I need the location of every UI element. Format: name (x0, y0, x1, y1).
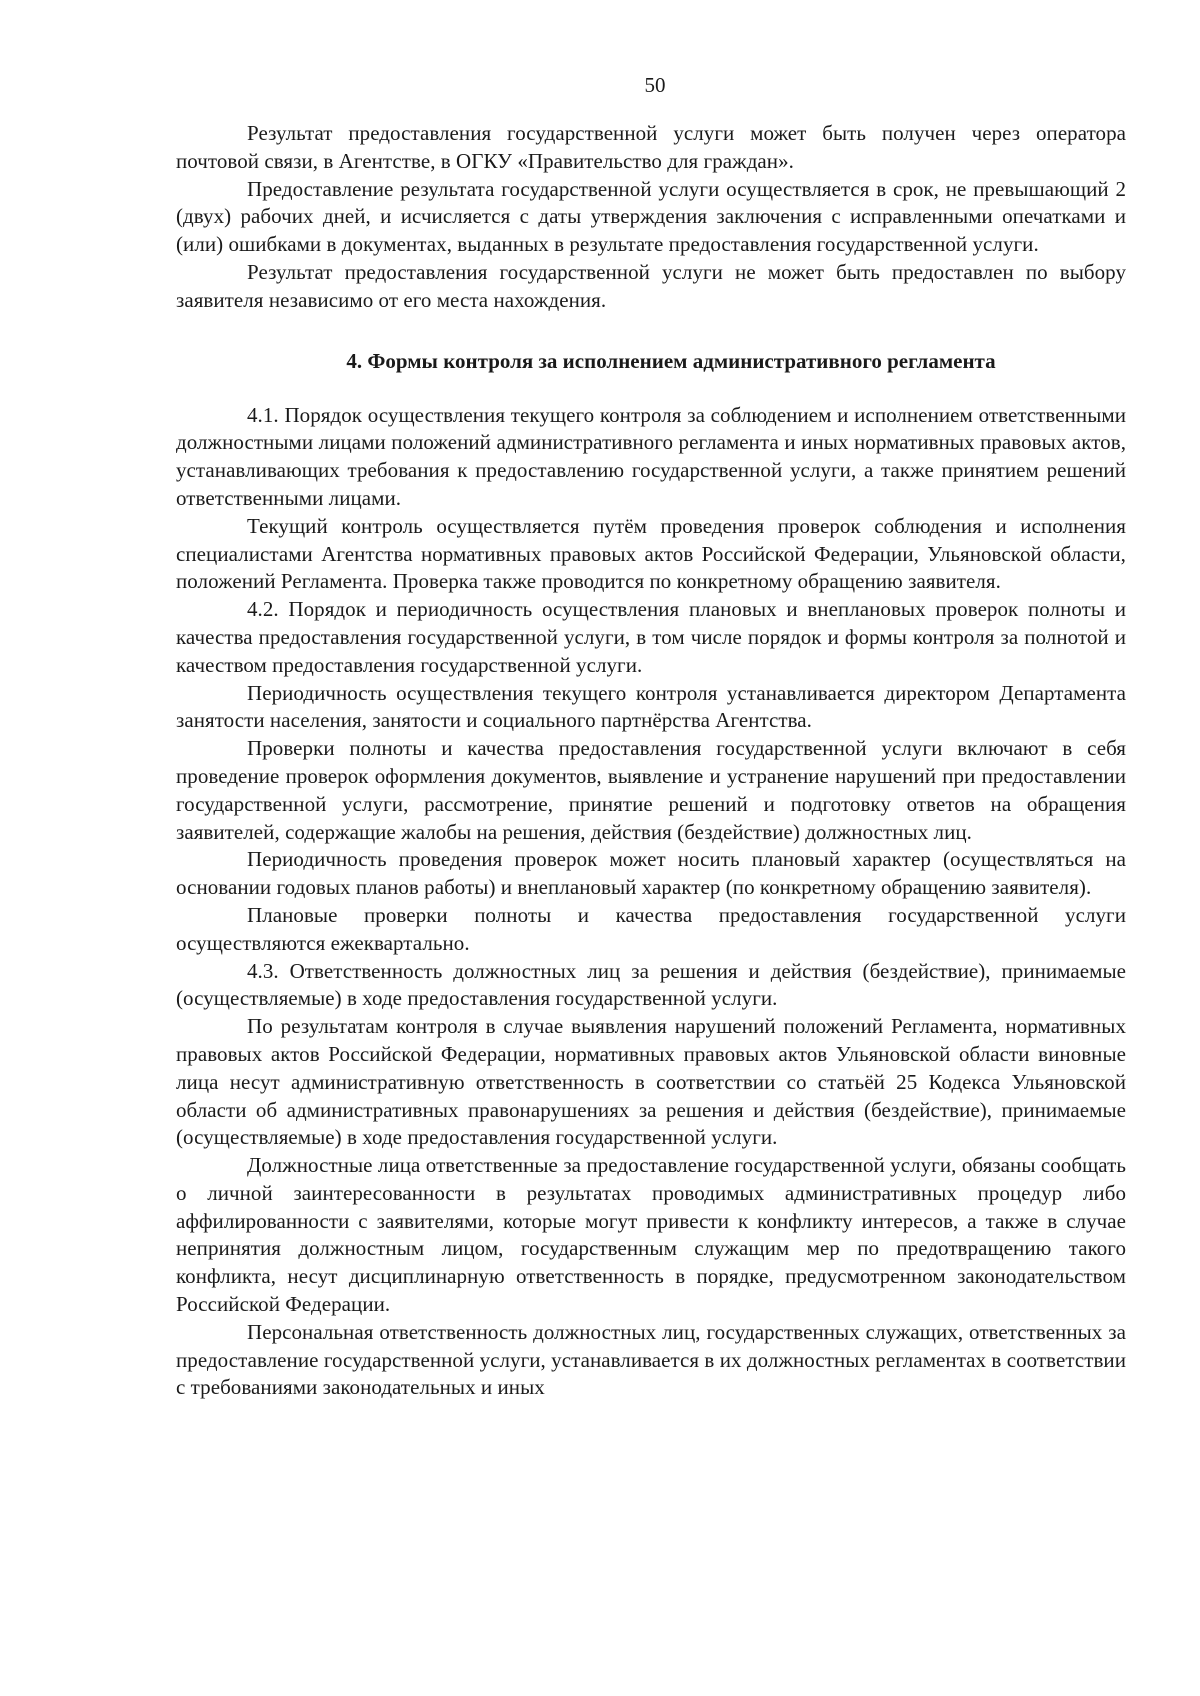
section-heading: 4. Формы контроля за исполнением административного регламента (346, 348, 996, 373)
paragraph-conflict-of-interest: Должностные лица ответственные за предоставление государственной услуги, обязаны сообщать о личной заинтересованности в результатах проводимых административных процедур либо аффилированности с заявителями, которые могут привести к конфликту интересов, а также в случае непринятия должностным лицом, государственным служащим мер по предотвращению такого конфликта, несут дисциплинарную ответственность в порядке, предусмотренном законодательством Российской Федерации. (176, 1153, 1126, 1317)
paragraph-4-3: 4.3. Ответственность должностных лиц за решения и действия (бездействие), принимаемые (осуществляемые) в ходе предоставления государственной услуги. (176, 958, 1126, 1011)
paragraph-4-1: 4.1. Порядок осуществления текущего контроля за соблюдением и исполнением ответственными должностными лицами положений административного регламента и иных нормативных правовых актов, устанавливающих требования к предоставлению государственной услуги, а также принятием решений ответственными лицами. (176, 402, 1126, 510)
paragraph-result-location: Результат предоставления государственной услуги не может быть предоставлен по выбору заявителя независимо от его места нахождения. (176, 259, 1126, 312)
page-number: 50 (644, 73, 666, 97)
paragraph-inspection-types: Периодичность проведения проверок может носить плановый характер (осуществляться на основании годовых планов работы) и внеплановый характер (по конкретному обращению заявителя). (176, 847, 1126, 900)
paragraph-personal-responsibility: Персональная ответственность должностных лиц, государственных служащих, ответственных за предоставление государственной услуги, устанавливается в их должностных регламентах в соответствии с требованиями законодательных и иных (176, 1319, 1126, 1400)
paragraph-inspections-scope: Проверки полноты и качества предоставления государственной услуги включают в себя проведение проверок оформления документов, выявление и устранение нарушений при предоставлении государственной услуги, рассмотрение, принятие решений и подготовку ответов на обращения заявителей, содержащие жалобы на решения, действия (бездействие) должностных лиц. (176, 736, 1126, 844)
paragraph-control-periodicity: Периодичность осуществления текущего контроля устанавливается директором Департамента занятости населения, занятости и социального партнёрства Агентства. (176, 680, 1126, 733)
paragraph-result-delivery: Результат предоставления государственной услуги может быть получен через оператора почтовой связи, в Агентстве, в ОГКУ «Правительство для граждан». (176, 121, 1126, 173)
paragraph-4-2: 4.2. Порядок и периодичность осуществления плановых и внеплановых проверок полноты и качества предоставления государственной услуги, в том числе порядок и формы контроля за полнотой и качеством предоставления государственной услуги. (176, 597, 1126, 677)
paragraph-current-control: Текущий контроль осуществляется путём проведения проверок соблюдения и исполнения специалистами Агентства нормативных правовых актов Российской Федерации, Ульяновской области, положений Регламента. Проверка также проводится по конкретному обращению заявителя. (176, 513, 1126, 594)
paragraph-planned-inspections: Плановые проверки полноты и качества предоставления государственной услуги осуществляются ежеквартально. (176, 902, 1126, 955)
paragraph-administrative-liability: По результатам контроля в случае выявления нарушений положений Регламента, нормативных правовых актов Российской Федерации, нормативных правовых актов Ульяновской области виновные лица несут административную ответственность в соответствии со статьёй 25 Кодекса Ульяновской области об административных правонарушениях за решения и действия (бездействие), принимаемые (осуществляемые) в ходе предоставления государственной услуги. (176, 1014, 1126, 1150)
paragraph-result-deadline: Предоставление результата государственной услуги осуществляется в срок, не превышающий 2 (двух) рабочих дней, и исчисляется с даты утверждения заключения с исправленными опечатками и (или) ошибками в документах, выданных в результате предоставления государственной услуги. (176, 176, 1126, 257)
